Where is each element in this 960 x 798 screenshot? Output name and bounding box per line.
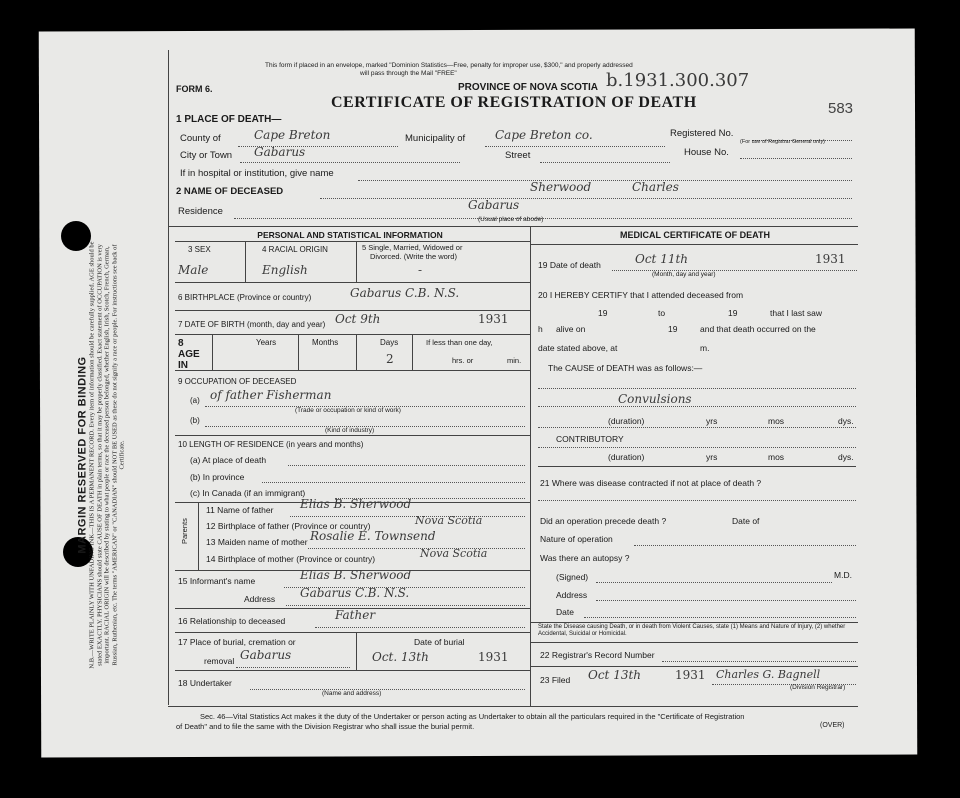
- burial-removal-label: removal: [204, 656, 235, 666]
- racial-origin-label: 4 RACIAL ORIGIN: [262, 245, 328, 254]
- contributory-rule: [538, 466, 856, 467]
- undertaker-line: [250, 689, 525, 690]
- sex-label: 3 SEX: [188, 245, 211, 254]
- section-bottom-rule: [168, 706, 858, 707]
- father-birthplace-label: 12 Birthplace of father (Province or country): [206, 521, 371, 531]
- months-label-2: mos: [768, 452, 785, 462]
- envelope-note-2: will pass through the Mail "FREE": [360, 70, 457, 77]
- age-divider-3: [356, 334, 357, 370]
- residence-note: (Usual place of abode): [478, 216, 544, 223]
- age-divider-2: [298, 334, 299, 370]
- burial-date-label: Date of burial: [414, 637, 465, 647]
- certify-death-occurred: and that death occurred on the: [700, 324, 816, 334]
- binding-margin: [76, 240, 126, 670]
- sec46-note-2: of Death" and to file the same with the Division Registrar who shall issue the burial permit.: [176, 722, 475, 731]
- medical-rule-3: [530, 666, 858, 667]
- physician-address-label: Address: [556, 590, 588, 600]
- margin-instructions: N.B.—WRITE PLAINLY WITH UNFADING INK—THIS IS A PERMANENT RECORD. Every item of information should be carefully supplied. AGE should be stated EXACTLY. PHYSICIANS should state CAUSE OF DEATH in plain terms, so that it may be properly classified. Exact statement of OCCUPATION is very important. RACIAL ORIGIN will be described by stating to what people or race the deceased person belonged, whether English, Irish, Scotch, French, German, Russian, Ruthenian, etc. The terms "AMERICAN" or "CANADIAN" should NOT BE USED as these do not signify a race or people. For instructions see back of Certificate.: [88, 241, 126, 669]
- certify-h: h: [538, 324, 543, 334]
- burial-place-value: Gabarus: [240, 648, 292, 662]
- occupation-heading: 9 OCCUPATION OF DECEASED: [178, 377, 297, 386]
- registered-label: Registered No.: [670, 128, 734, 139]
- relationship-label: 16 Relationship to deceased: [178, 616, 286, 626]
- municipality-line: [485, 146, 665, 147]
- certify-line-1: 20 I HEREBY CERTIFY that I attended deceased from: [538, 290, 744, 300]
- envelope-note: This form if placed in an envelope, marked "Dominion Statistics—Free, penalty for improper use, $300," and properly addressed: [265, 62, 633, 69]
- mother-name-label: 13 Maiden name of mother: [206, 537, 308, 547]
- autopsy-label: Was there an autopsy ?: [540, 553, 630, 563]
- certify-19-b: 19: [728, 308, 738, 318]
- deceased-name-line: [320, 198, 852, 199]
- cause-label: The CAUSE of DEATH was as follows:—: [548, 363, 703, 373]
- personal-heading-rule: [175, 241, 530, 242]
- signed-line: [596, 582, 832, 583]
- sex-value: Male: [178, 263, 209, 277]
- row-rule-10: [175, 670, 530, 671]
- house-line: [740, 158, 852, 159]
- certify-alive-on: alive on: [556, 324, 586, 334]
- municipality-value: Cape Breton co.: [495, 128, 593, 142]
- row-rule-4: [175, 370, 530, 371]
- parents-divider: [198, 502, 199, 570]
- row-rule-9: [175, 632, 530, 633]
- row-rule-3: [175, 334, 530, 335]
- medical-heading: MEDICAL CERTIFICATE OF DEATH: [620, 230, 770, 240]
- personal-heading: PERSONAL AND STATISTICAL INFORMATION: [257, 230, 443, 240]
- birthplace-value: Gabarus C.B. N.S.: [350, 286, 460, 300]
- operation-label: Did an operation precede death ?: [540, 516, 667, 526]
- medical-rule-2: [530, 642, 858, 643]
- disease-contracted-line: [538, 500, 856, 501]
- residence-label: Residence: [178, 206, 223, 217]
- medical-rule-1: [530, 622, 858, 623]
- burial-place-line: [236, 667, 350, 668]
- physician-date-line: [584, 617, 856, 618]
- days-label: Days: [380, 338, 399, 347]
- undertaker-label: 18 Undertaker: [178, 678, 232, 688]
- hospital-label: If in hospital or institution, give name: [180, 168, 334, 179]
- marital-label-2: Divorced. (Write the word): [370, 252, 457, 261]
- years-label-2: yrs: [706, 452, 718, 462]
- months-label-1: mos: [768, 416, 785, 426]
- age-divider-4: [412, 334, 413, 370]
- duration-line-1: [538, 427, 856, 428]
- less-than-day-label: If less than one day,: [426, 338, 493, 347]
- registrar-record-label: 22 Registrar's Record Number: [540, 650, 655, 660]
- death-date-value: Oct 11th: [635, 252, 689, 266]
- mother-birthplace-value: Nova Scotia: [420, 547, 488, 560]
- age-label: 8 AGE IN: [178, 338, 200, 371]
- house-label: House No.: [684, 147, 729, 158]
- informant-label: 15 Informant's name: [178, 576, 256, 586]
- racial-origin-value: English: [262, 263, 308, 277]
- days-value: 2: [386, 352, 394, 366]
- page-number: 583: [828, 100, 854, 117]
- deceased-surname: Sherwood: [530, 180, 592, 194]
- medical-heading-rule: [530, 244, 858, 245]
- dob-year: 1931: [478, 312, 509, 326]
- over-label: (OVER): [820, 722, 845, 729]
- residence-a-line: [288, 465, 525, 466]
- residence-b-line: [262, 482, 525, 483]
- registrar-note: (For use of Registrar General only): [740, 139, 825, 145]
- street-line: [540, 162, 670, 163]
- racial-divider: [356, 242, 357, 282]
- certify-to: to: [658, 308, 666, 318]
- residence-value: Gabarus: [468, 198, 520, 212]
- signed-label: (Signed): [556, 572, 589, 582]
- city-label: City or Town: [180, 150, 233, 161]
- father-birthplace-value: Nova Scotia: [415, 514, 483, 527]
- file-number: b.1931.300.307: [606, 70, 750, 91]
- row-rule-2: [175, 310, 530, 311]
- days-label-1: dys.: [838, 416, 854, 426]
- division-registrar-signature: Charles G. Bagnell: [716, 668, 821, 681]
- min-label: min.: [507, 356, 522, 365]
- length-residence-heading: 10 LENGTH OF RESIDENCE (in years and months): [178, 440, 364, 449]
- certify-line-3: date stated above, at: [538, 343, 618, 353]
- registrar-record-line: [662, 661, 856, 662]
- row-rule-1: [175, 282, 530, 283]
- birthplace-label: 6 BIRTHPLACE (Province or country): [178, 293, 312, 302]
- md-label: M.D.: [834, 570, 852, 580]
- father-name-value: Elias B. Sherwood: [300, 497, 412, 511]
- mother-birthplace-label: 14 Birthplace of mother (Province or country): [206, 554, 376, 564]
- operation-date-label: Date of: [732, 516, 760, 526]
- disease-contracted-label: 21 Where was disease contracted if not at place of death ?: [540, 478, 762, 488]
- left-border: [168, 50, 169, 705]
- violent-causes-note: State the Disease causing Death, or in death from Violent Causes, state (1) Means and Nature of Injury, (2) whether Accidental, Suicidal or Homicidal.: [538, 624, 846, 637]
- margin-title: MARGIN RESERVED FOR BINDING: [76, 356, 89, 554]
- city-value: Gabarus: [254, 145, 306, 159]
- filed-date-value: Oct 13th: [588, 668, 642, 682]
- burial-date-value: Oct. 13th: [372, 650, 429, 664]
- dob-value: Oct 9th: [335, 312, 381, 326]
- contributory-line: [538, 447, 856, 448]
- mother-name-line: [308, 548, 525, 549]
- informant-address-label: Address: [244, 594, 276, 604]
- sex-divider: [245, 242, 246, 282]
- certify-19-c: 19: [668, 324, 678, 334]
- father-name-label: 11 Name of father: [206, 505, 274, 515]
- row-rule-5: [175, 435, 530, 436]
- filed-label: 23 Filed: [540, 675, 571, 685]
- cause-value: Convulsions: [618, 392, 692, 406]
- duration-label: (duration): [608, 416, 645, 426]
- residence-at-place-label: (a) At place of death: [190, 455, 267, 465]
- occupation-b-label: (b): [190, 416, 200, 425]
- informant-address-value: Gabarus C.B. N.S.: [300, 586, 410, 600]
- filed-year: 1931: [675, 668, 706, 682]
- marital-label: 5 Single, Married, Widowed or: [362, 243, 463, 252]
- form-number: FORM 6.: [176, 84, 213, 94]
- place-heading: 1 PLACE OF DEATH—: [176, 114, 282, 125]
- contributory-label: CONTRIBUTORY: [556, 434, 624, 444]
- duration-label-2: (duration): [608, 452, 645, 462]
- months-label: Months: [312, 338, 339, 347]
- occupation-a-value: of father Fisherman: [210, 388, 332, 402]
- burial-divider: [356, 632, 357, 670]
- father-name-line: [290, 516, 525, 517]
- street-label: Street: [505, 150, 531, 161]
- county-label: County of: [180, 133, 221, 144]
- cause-line-1: [538, 388, 856, 389]
- cause-line-2: [538, 406, 856, 407]
- province-label: PROVINCE OF NOVA SCOTIA: [458, 82, 599, 93]
- city-line: [240, 162, 460, 163]
- certify-m: m.: [700, 343, 710, 353]
- section-top-rule: [168, 226, 858, 227]
- deceased-name-label: 2 NAME OF DECEASED: [176, 186, 284, 197]
- nature-operation-label: Nature of operation: [540, 534, 613, 544]
- physician-address-line: [596, 600, 856, 601]
- occupation-a-note: (Trade or occupation or kind of work): [295, 407, 401, 414]
- nature-line: [634, 545, 856, 546]
- informant-address-line: [286, 605, 525, 606]
- death-date-label: 19 Date of death: [538, 260, 601, 270]
- dob-label: 7 DATE OF BIRTH (month, day and year): [178, 320, 326, 329]
- certificate-paper: [39, 28, 918, 757]
- parents-label: Parents: [180, 518, 189, 544]
- hospital-line: [358, 180, 852, 181]
- residence-canada-label: (c) In Canada (if an immigrant): [190, 488, 306, 498]
- physician-date-label: Date: [556, 607, 574, 617]
- age-divider-1: [212, 334, 213, 370]
- undertaker-note: (Name and address): [322, 690, 382, 697]
- residence-province-label: (b) In province: [190, 472, 245, 482]
- occupation-b-note: (Kind of industry): [325, 427, 375, 434]
- certify-last-saw: that I last saw: [770, 308, 822, 318]
- years-label-1: yrs: [706, 416, 718, 426]
- deceased-given-name: Charles: [632, 180, 679, 194]
- burial-label: 17 Place of burial, cremation or: [178, 637, 296, 647]
- mother-name-value: Rosalie E. Townsend: [310, 529, 436, 543]
- days-label-2: dys.: [838, 452, 854, 462]
- death-date-note: (Month, day and year): [652, 271, 716, 278]
- hrs-label: hrs. or: [452, 356, 474, 365]
- burial-year: 1931: [478, 650, 509, 664]
- informant-value: Elias B. Sherwood: [300, 568, 412, 582]
- municipality-label: Municipality of: [405, 133, 466, 144]
- death-year: 1931: [815, 252, 846, 266]
- relationship-line: [315, 627, 525, 628]
- relationship-value: Father: [335, 608, 376, 622]
- years-label: Years: [256, 338, 277, 347]
- marital-value: -: [418, 263, 423, 277]
- sec46-note: Sec. 46—Vital Statistics Act makes it the duty of the Undertaker or person acting as Undertaker to obtain all the particulars required in the "Certificate of Registration: [200, 712, 745, 721]
- page-title: CERTIFICATE OF REGISTRATION OF DEATH: [331, 94, 697, 111]
- county-value: Cape Breton: [254, 128, 331, 142]
- occupation-a-label: (a): [190, 396, 200, 405]
- column-divider: [530, 226, 531, 706]
- death-date-line: [612, 270, 857, 271]
- certify-19-a: 19: [598, 308, 608, 318]
- division-registrar-note: (Division Registrar): [790, 684, 846, 691]
